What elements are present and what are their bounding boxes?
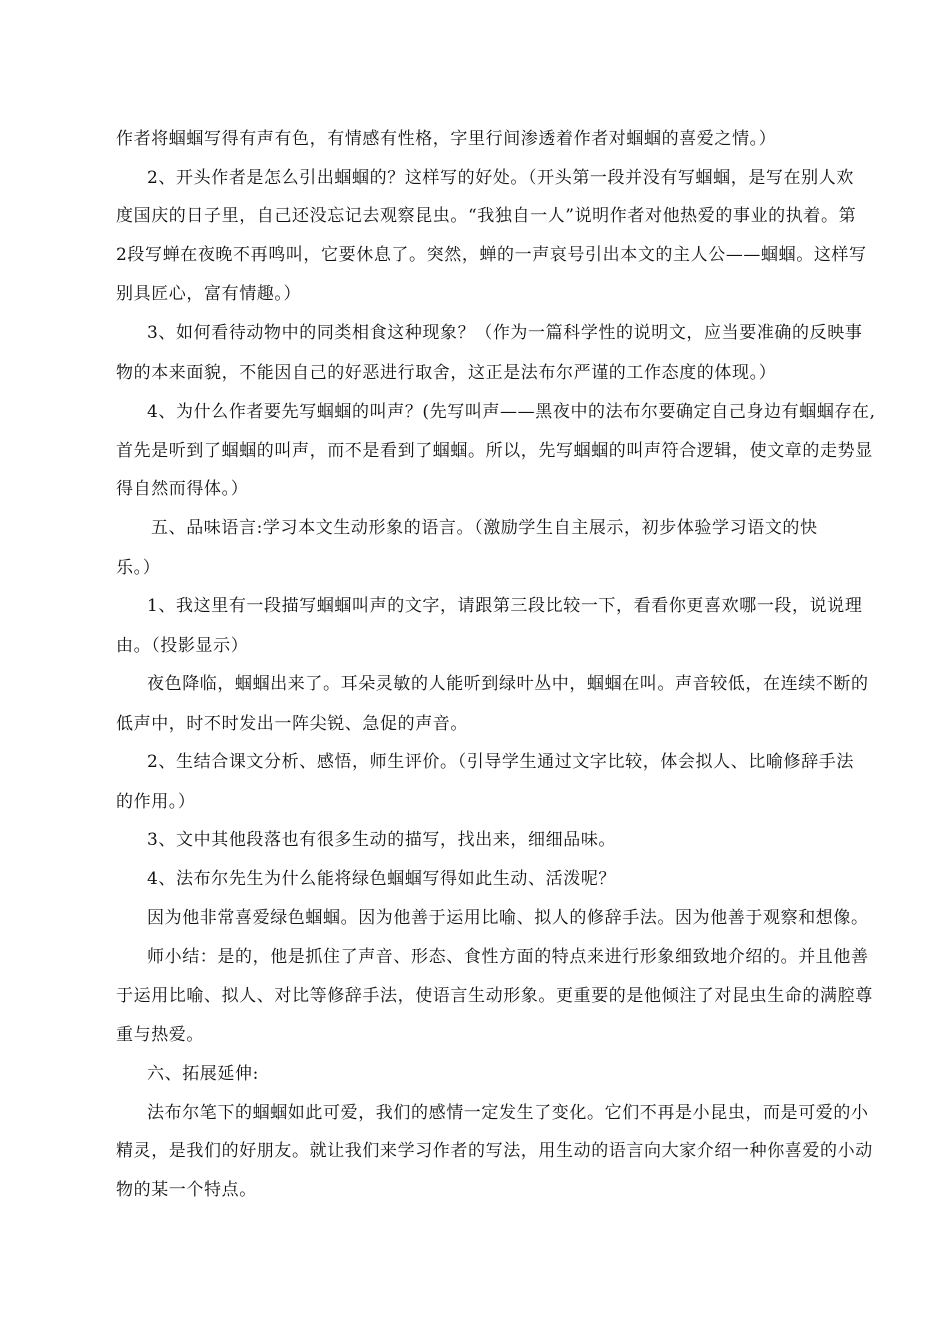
text-line: 法布尔笔下的蝈蝈如此可爱，我们的感情一定发生了变化。它们不再是小昆虫，而是可爱的小 bbox=[147, 1103, 869, 1123]
text-line: 的作用。） bbox=[116, 792, 196, 812]
text-line: 作者将蝈蝈写得有声有色，有情感有性格，字里行间渗透着作者对蝈蝈的喜爱之情。） bbox=[116, 129, 777, 149]
text-line: 首先是听到了蝈蝈的叫声，而不是看到了蝈蝈。所以，先写蝈蝈的叫声符合逻辑，使文章的走势显 bbox=[116, 441, 873, 461]
text-line: 物的本来面貌，不能因自己的好恶进行取舍，这正是法布尔严谨的工作态度的体现。） bbox=[116, 363, 777, 383]
text-line: 2、开头作者是怎么引出蝈蝈的？这样写的好处。（开头第一段并没有写蝈蝈，是写在别人欢 bbox=[147, 168, 854, 188]
text-line: 3、文中其他段落也有很多生动的描写，找出来，细细品味。 bbox=[147, 830, 617, 850]
text-line: 因为他非常喜爱绿色蝈蝈。因为他善于运用比喻、拟人的修辞手法。因为他善于观察和想像。 bbox=[147, 908, 869, 928]
text-line: 物的某一个特点。 bbox=[116, 1180, 257, 1200]
text-line: 由。（投影显示） bbox=[116, 636, 249, 656]
text-line: 师小结：是的，他是抓住了声音、形态、食性方面的特点来进行形象细致地介绍的。并且他善 bbox=[147, 947, 869, 967]
text-line: 度国庆的日子里，自己还没忘记去观察昆虫。“我独自一人”说明作者对他热爱的事业的执着。第 bbox=[116, 206, 857, 226]
text-line: 乐。） bbox=[116, 558, 161, 578]
text-line: 3、如何看待动物中的同类相食这种现象？（作为一篇科学性的说明文，应当要准确的反映事 bbox=[147, 323, 863, 343]
section-heading: 六、拓展延伸: bbox=[147, 1064, 259, 1084]
text-line: 2、生结合课文分析、感悟，师生评价。（引导学生通过文字比较，体会拟人、比喻修辞手法 bbox=[147, 752, 854, 772]
text-line: 1、我这里有一段描写蝈蝈叫声的文字，请跟第三段比较一下，看看你更喜欢哪一段，说说理 bbox=[147, 596, 863, 616]
text-line: 4、为什么作者要先写蝈蝈的叫声？(先写叫声——黑夜中的法布尔要确定自己身边有蝈蝈存在, bbox=[147, 402, 876, 422]
text-line: 别具匠心，富有情趣。） bbox=[116, 284, 302, 304]
text-line: 精灵，是我们的好朋友。就让我们来学习作者的写法，用生动的语言向大家介绍一种你喜爱的小动 bbox=[116, 1141, 873, 1161]
text-line: 重与热爱。 bbox=[116, 1025, 204, 1045]
text-line: 低声中，时不时发出一阵尖锐、急促的声音。 bbox=[116, 714, 468, 734]
text-line: 于运用比喻、拟人、对比等修辞手法，使语言生动形象。更重要的是他倾注了对昆虫生命的满腔尊 bbox=[116, 986, 873, 1006]
section-heading: 五、品味语言:学习本文生动形象的语言。（激励学生自主展示，初步体验学习语文的快 bbox=[151, 518, 818, 538]
text-line: 2段写蝉在夜晚不再鸣叫，它要休息了。突然，蝉的一声哀号引出本文的主人公——蝈蝈。这样写 bbox=[116, 245, 867, 265]
text-line: 夜色降临，蝈蝈出来了。耳朵灵敏的人能听到绿叶丛中，蝈蝈在叫。声音较低，在连续不断的 bbox=[147, 674, 869, 694]
text-line: 得自然而得体。） bbox=[116, 479, 249, 499]
text-line: 4、法布尔先生为什么能将绿色蝈蝈写得如此生动、活泼呢？ bbox=[147, 869, 617, 889]
